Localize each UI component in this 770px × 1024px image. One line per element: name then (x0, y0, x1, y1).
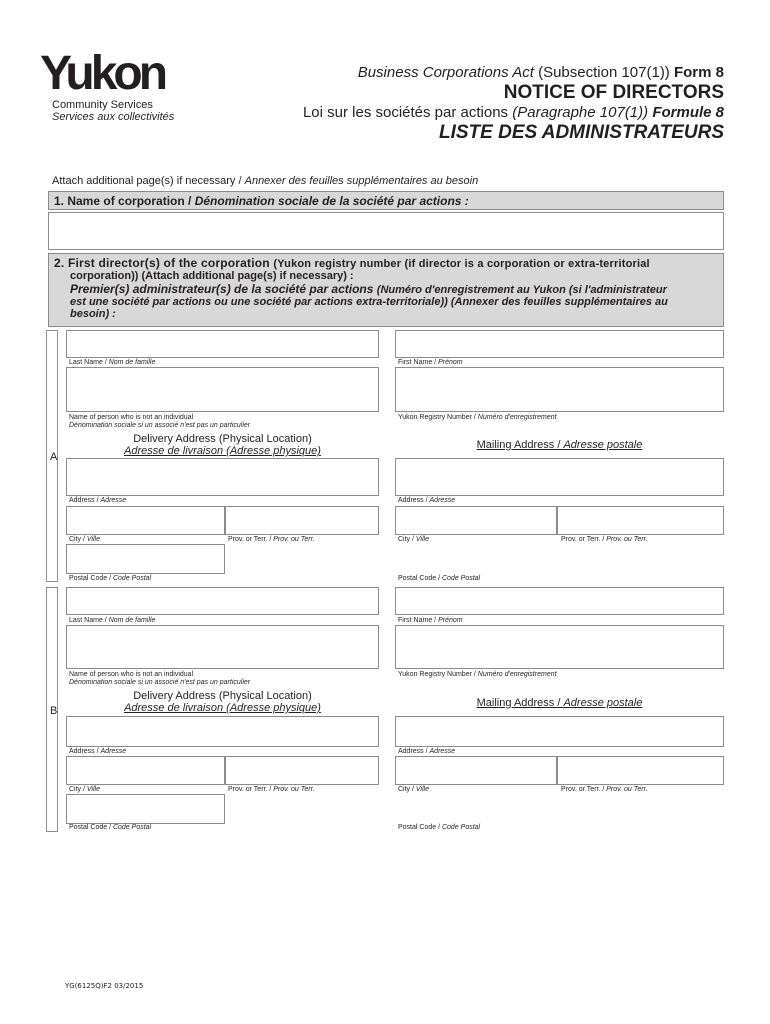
label-address: Address / (398, 748, 430, 755)
label-last-name-fr: Nom de famille (108, 359, 156, 366)
director-b-mailing-prov-label (561, 786, 648, 793)
director-a-name-person-label: Name of person who is not an individual (69, 414, 194, 421)
delivery-title-en: Delivery Address (Physical Location) (133, 433, 312, 445)
director-a-last-name-label (69, 359, 155, 366)
label-first-name-fr: Prénom (438, 617, 463, 624)
mailing-title-en: Mailing Address / (476, 439, 564, 451)
label-address: Address / (69, 497, 101, 504)
label-address-fr: Adresse (429, 497, 456, 504)
form-number-en: Form 8 (673, 64, 724, 81)
director-a-registry-label (398, 414, 557, 421)
director-a-delivery-city-field[interactable] (66, 506, 225, 535)
label-first-name: First Name / (398, 359, 439, 366)
label-address-fr: Adresse (429, 748, 456, 755)
delivery-title-en: Delivery Address (Physical Location) (133, 690, 312, 702)
director-b-delivery-postal-label (69, 824, 151, 831)
label-city-fr: Ville (415, 786, 429, 793)
director-b-registry-label (398, 671, 557, 678)
mailing-title-fr: Adresse postale (563, 697, 643, 709)
label-prov-fr: Prov. ou Terr. (606, 536, 648, 543)
attach-note-en: Attach additional page(s) if necessary / (52, 175, 245, 187)
label-address: Address / (69, 748, 101, 755)
section2-line3-a: Premier(s) administrateur(s) de la société par actions (70, 282, 377, 296)
director-a-delivery-prov-field[interactable] (225, 506, 379, 535)
director-b-name-person-label: Name of person who is not an individual (69, 671, 194, 678)
label-postal: Postal Code / (69, 824, 113, 831)
page-title-en: NOTICE OF DIRECTORS (503, 82, 724, 103)
director-b-mailing-title (395, 697, 724, 709)
section1-heading (48, 191, 724, 210)
form-number-fr: Formule 8 (652, 104, 724, 121)
subsection-en: (Subsection 107(1)) (533, 64, 674, 81)
director-a-mailing-address-label (398, 497, 455, 504)
label-postal-fr: Code Postal (441, 575, 481, 582)
director-b-delivery-postal-field[interactable] (66, 794, 225, 824)
director-b-first-name-label (398, 617, 463, 624)
director-b-registry-field[interactable] (395, 625, 724, 669)
label-prov: Prov. or Terr. / (228, 786, 274, 793)
director-b-mailing-address-label (398, 748, 455, 755)
label-registry-fr: Numéro d'enregistrement (477, 414, 557, 421)
label-registry: Yukon Registry Number / (398, 671, 478, 678)
label-prov: Prov. or Terr. / (561, 536, 607, 543)
director-a-delivery-postal-field[interactable] (66, 544, 225, 574)
label-registry: Yukon Registry Number / (398, 414, 478, 421)
director-b-name-person-label-fr: Dénomination sociale si un associé n'est pas un particulier (69, 679, 251, 686)
director-a-first-name-field[interactable] (395, 330, 724, 358)
label-postal-fr: Code Postal (112, 824, 152, 831)
act-name-en: Business Corporations Act (357, 64, 534, 81)
director-b-delivery-address-label (69, 748, 126, 755)
director-a-delivery-address-field[interactable] (66, 458, 379, 496)
director-b-delivery-city-field[interactable] (66, 756, 225, 785)
director-a-letter: A (50, 451, 58, 463)
label-city: City / (398, 536, 416, 543)
director-a-delivery-city-label (69, 536, 100, 543)
director-a-mailing-address-field[interactable] (395, 458, 724, 496)
delivery-title-fr: Adresse de livraison (Adresse physique) (124, 445, 321, 457)
director-b-name-person-field[interactable] (66, 625, 379, 669)
director-a-mailing-city-field[interactable] (395, 506, 557, 535)
director-b-letter: B (50, 705, 58, 717)
section2-line3 (70, 282, 718, 296)
label-address-fr: Adresse (100, 497, 127, 504)
director-b-mailing-prov-field[interactable] (557, 756, 724, 785)
label-city-fr: Ville (86, 536, 100, 543)
section2-line2: corporation)) (Attach additional page(s) if necessary) : (70, 270, 354, 282)
director-a-delivery-prov-label (228, 536, 315, 543)
director-a-mailing-postal-label (398, 575, 480, 582)
director-a-name-person-label-fr: Dénomination sociale si un associé n'est pas un particulier (69, 422, 251, 429)
label-prov-fr: Prov. ou Terr. (273, 786, 315, 793)
section2-line3-b: (Numéro d'enregistrement au Yukon (si l'administrateur (376, 284, 667, 296)
director-b-mailing-city-label (398, 786, 429, 793)
mailing-title-en: Mailing Address / (476, 697, 564, 709)
header-act-en (358, 64, 724, 81)
section2-line1 (54, 256, 718, 270)
section2-heading (48, 253, 724, 327)
director-a-mailing-prov-field[interactable] (557, 506, 724, 535)
section2-line1-a: 2. First director(s) of the corporation (54, 256, 274, 270)
label-postal: Postal Code / (69, 575, 113, 582)
attach-note-fr: Annexer des feuilles supplémentaires au besoin (244, 175, 479, 187)
director-b-delivery-city-label (69, 786, 100, 793)
subsection-fr: (Paragraphe 107(1)) (512, 104, 653, 121)
section2-line5: besoin) : (70, 308, 116, 320)
label-first-name: First Name / (398, 617, 439, 624)
director-b-last-name-field[interactable] (66, 587, 379, 615)
label-last-name: Last Name / (69, 617, 109, 624)
label-last-name: Last Name / (69, 359, 109, 366)
header-act-fr (303, 104, 724, 121)
section1-label-fr: Dénomination sociale de la société par actions : (194, 194, 469, 208)
label-postal: Postal Code / (398, 575, 442, 582)
label-prov: Prov. or Terr. / (228, 536, 274, 543)
section1-label-en: 1. Name of corporation / (54, 194, 195, 208)
director-b-delivery-prov-field[interactable] (225, 756, 379, 785)
director-a-delivery-title (66, 433, 379, 457)
corporation-name-field[interactable] (48, 212, 724, 250)
section2-line1-b: (Yukon registry number (if director is a corporation or extra-territorial (273, 258, 650, 270)
mailing-title-fr: Adresse postale (563, 439, 643, 451)
label-prov-fr: Prov. ou Terr. (273, 536, 315, 543)
label-city: City / (69, 536, 87, 543)
director-a-name-person-field[interactable] (66, 367, 379, 412)
director-b-delivery-title (66, 690, 379, 714)
director-a-last-name-field[interactable] (66, 330, 379, 358)
yukon-logo: Yukon (40, 47, 165, 100)
delivery-title-fr: Adresse de livraison (Adresse physique) (124, 702, 321, 714)
label-registry-fr: Numéro d'enregistrement (477, 671, 557, 678)
logo-subtitle-fr: Services aux collectivités (52, 111, 175, 123)
director-a-registry-field[interactable] (395, 367, 724, 412)
director-b-last-name-label (69, 617, 155, 624)
label-postal: Postal Code / (398, 824, 442, 831)
director-b-delivery-prov-label (228, 786, 315, 793)
label-prov-fr: Prov. ou Terr. (606, 786, 648, 793)
label-city: City / (398, 786, 416, 793)
label-prov: Prov. or Terr. / (561, 786, 607, 793)
director-b-mailing-address-field[interactable] (395, 716, 724, 747)
director-b-delivery-address-field[interactable] (66, 716, 379, 747)
label-city-fr: Ville (86, 786, 100, 793)
label-city-fr: Ville (415, 536, 429, 543)
label-postal-fr: Code Postal (112, 575, 152, 582)
section2-line4: est une société par actions ou une société par actions extra-territoriale)) (Annexer des feuilles supplémentaires au (70, 296, 668, 308)
director-b-mailing-city-field[interactable] (395, 756, 557, 785)
label-city: City / (69, 786, 87, 793)
label-address: Address / (398, 497, 430, 504)
director-b-mailing-postal-label (398, 824, 480, 831)
label-postal-fr: Code Postal (441, 824, 481, 831)
label-last-name-fr: Nom de famille (108, 617, 156, 624)
form-code: YG(6125Q)F2 03/2015 (65, 982, 144, 990)
act-name-fr: Loi sur les sociétés par actions (302, 104, 513, 121)
label-first-name-fr: Prénom (438, 359, 463, 366)
director-a-mailing-title (395, 439, 724, 451)
page-title-fr: LISTE DES ADMINISTRATEURS (438, 122, 724, 143)
director-a-delivery-address-label (69, 497, 126, 504)
director-a-delivery-postal-label (69, 575, 151, 582)
attach-note (52, 175, 478, 187)
director-a-mailing-prov-label (561, 536, 648, 543)
director-a-first-name-label (398, 359, 463, 366)
director-a-mailing-city-label (398, 536, 429, 543)
label-address-fr: Adresse (100, 748, 127, 755)
logo-subtitle-en: Community Services (52, 99, 153, 111)
director-b-first-name-field[interactable] (395, 587, 724, 615)
